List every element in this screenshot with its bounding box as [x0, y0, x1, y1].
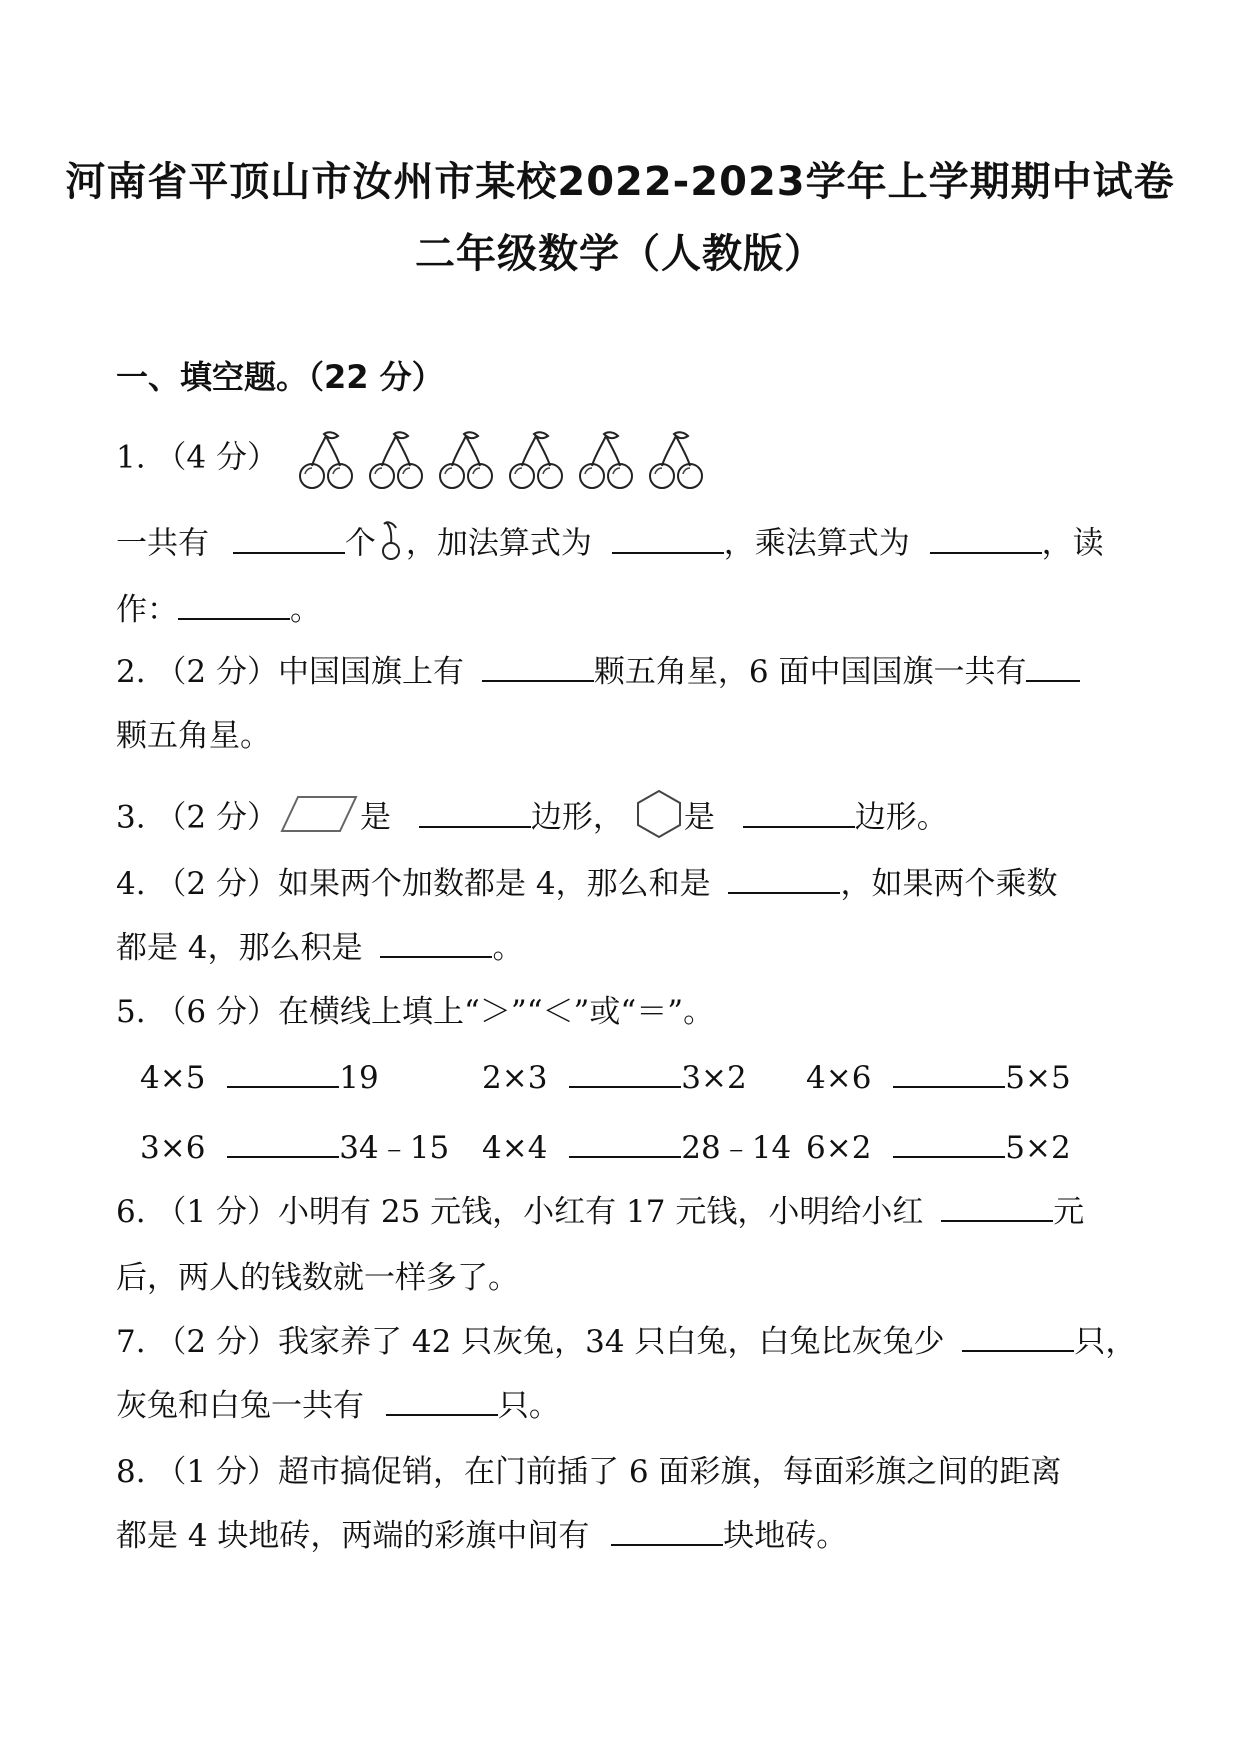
answer-blank[interactable] [612, 524, 724, 554]
cherry-icon [434, 428, 500, 490]
q3-text-d: 是 [683, 799, 715, 836]
compare-right: 19 [339, 1060, 379, 1096]
q2-text-b: 颗五角星，6 面中国国旗一共有 [593, 654, 1027, 690]
compare-left: 2×3 [482, 1060, 548, 1096]
compare-item [806, 1058, 1071, 1098]
question-8-line-1 [116, 1452, 1061, 1492]
cherry-icon [644, 428, 710, 490]
question-7-line-2 [116, 1386, 560, 1426]
compare-left: 4×6 [806, 1060, 872, 1096]
question-1-prefix: 1. （4 分） [116, 439, 279, 476]
q1-text-b: 个 [344, 525, 376, 562]
answer-blank[interactable] [893, 1058, 1005, 1088]
compare-item [140, 1128, 449, 1168]
q7-text-b: 只， [1074, 1324, 1137, 1360]
answer-blank[interactable] [611, 1516, 723, 1546]
compare-left: 4×5 [140, 1060, 206, 1096]
section-heading: 一、填空题。（22 分） [116, 358, 444, 396]
question-1-line-2 [116, 590, 321, 630]
q1-text-d: ，乘法算式为 [723, 525, 910, 562]
q6-text-a: 6. （1 分）小明有 25 元钱，小红有 17 元钱，小明给小红 [116, 1194, 924, 1230]
q4-text-b: ，如果两个乘数 [840, 866, 1058, 902]
q5-text: 5. （6 分）在横线上填上“＞”“＜”或“＝”。 [116, 994, 715, 1030]
cherry-icon [504, 428, 570, 490]
answer-blank[interactable] [941, 1192, 1053, 1222]
cherry-icon [574, 428, 640, 490]
answer-blank[interactable] [743, 798, 855, 828]
question-6-line-2 [116, 1258, 519, 1298]
answer-blank[interactable] [227, 1128, 339, 1158]
answer-blank[interactable] [930, 524, 1042, 554]
q2-text-a: 2. （2 分）中国国旗上有 [116, 654, 465, 690]
cherry-icon [294, 428, 360, 490]
cherry-row [294, 428, 714, 490]
compare-left: 4×4 [482, 1130, 548, 1166]
compare-right: 5×2 [1005, 1130, 1071, 1166]
q3-text-b: 是 [360, 799, 392, 836]
q8-text-a: 8. （1 分）超市搞促销，在门前插了 6 面彩旗，每面彩旗之间的距离 [116, 1454, 1062, 1490]
answer-blank[interactable] [893, 1128, 1005, 1158]
question-6-line-1 [116, 1192, 1084, 1232]
question-2-line-1 [116, 652, 1080, 692]
compare-item [482, 1128, 791, 1168]
q1-text-f: 作： [116, 592, 178, 628]
q1-text-a: 一共有 [116, 525, 209, 562]
answer-blank[interactable] [962, 1322, 1074, 1352]
answer-blank[interactable] [233, 524, 345, 554]
q3-text-e: 边形。 [854, 799, 948, 836]
q3-text-a: 3. （2 分） [116, 799, 279, 836]
q7-text-a: 7. （2 分）我家养了 42 只灰兔，34 只白兔，白兔比灰兔少 [116, 1324, 945, 1360]
compare-left: 6×2 [806, 1130, 872, 1166]
compare-right: 28﹣14 [681, 1130, 792, 1166]
compare-right: 3×2 [681, 1060, 747, 1096]
question-8-line-2 [116, 1516, 847, 1556]
question-3-line [116, 788, 948, 850]
q6-text-b: 元 [1053, 1194, 1085, 1230]
answer-blank[interactable] [419, 798, 531, 828]
answer-blank[interactable] [1026, 652, 1080, 682]
exam-title: 河南省平顶山市汝州市某校2022-2023学年上学期期中试卷 [65, 159, 1175, 205]
question-1-line [116, 518, 1104, 572]
question-2-line-2 [116, 716, 271, 756]
compare-left: 3×6 [140, 1130, 206, 1166]
question-4-line-2 [116, 928, 523, 968]
answer-blank[interactable] [380, 928, 492, 958]
answer-blank[interactable] [482, 652, 594, 682]
q7-text-d: 只。 [497, 1388, 560, 1424]
answer-blank[interactable] [386, 1386, 498, 1416]
q8-text-b: 都是 4 块地砖，两端的彩旗中间有 [116, 1518, 590, 1554]
q8-text-c: 块地砖。 [723, 1518, 848, 1554]
exam-subtitle: 二年级数学（人教版） [415, 231, 825, 277]
compare-item [806, 1128, 1071, 1168]
q4-text-a: 4. （2 分）如果两个加数都是 4，那么和是 [116, 866, 711, 902]
compare-right: 5×5 [1005, 1060, 1071, 1096]
compare-item [140, 1058, 379, 1098]
q7-text-c: 灰兔和白兔一共有 [116, 1388, 364, 1424]
q1-text-c: ，加法算式为 [405, 525, 592, 562]
compare-item [482, 1058, 747, 1098]
cherry-icon [376, 518, 406, 572]
question-4-line-1 [116, 864, 1057, 904]
hexagon-icon [634, 788, 684, 850]
answer-blank[interactable] [728, 864, 840, 894]
answer-blank[interactable] [569, 1058, 681, 1088]
q4-text-d: 。 [492, 930, 524, 966]
q1-text-e: ，读 [1041, 525, 1104, 562]
q4-text-c: 都是 4，那么积是 [116, 930, 363, 966]
q2-text-c: 颗五角星。 [116, 718, 271, 754]
q3-text-c: 边形， [530, 799, 624, 836]
compare-right: 34﹣15 [339, 1130, 450, 1166]
answer-blank[interactable] [178, 590, 290, 620]
question-5-line [116, 992, 714, 1032]
q1-text-g: 。 [290, 592, 321, 628]
answer-blank[interactable] [569, 1128, 681, 1158]
q6-text-c: 后，两人的钱数就一样多了。 [116, 1260, 519, 1296]
parallelogram-icon [278, 793, 360, 845]
question-7-line-1 [116, 1322, 1136, 1362]
answer-blank[interactable] [227, 1058, 339, 1088]
cherry-icon [364, 428, 430, 490]
question-1-header [116, 428, 714, 490]
